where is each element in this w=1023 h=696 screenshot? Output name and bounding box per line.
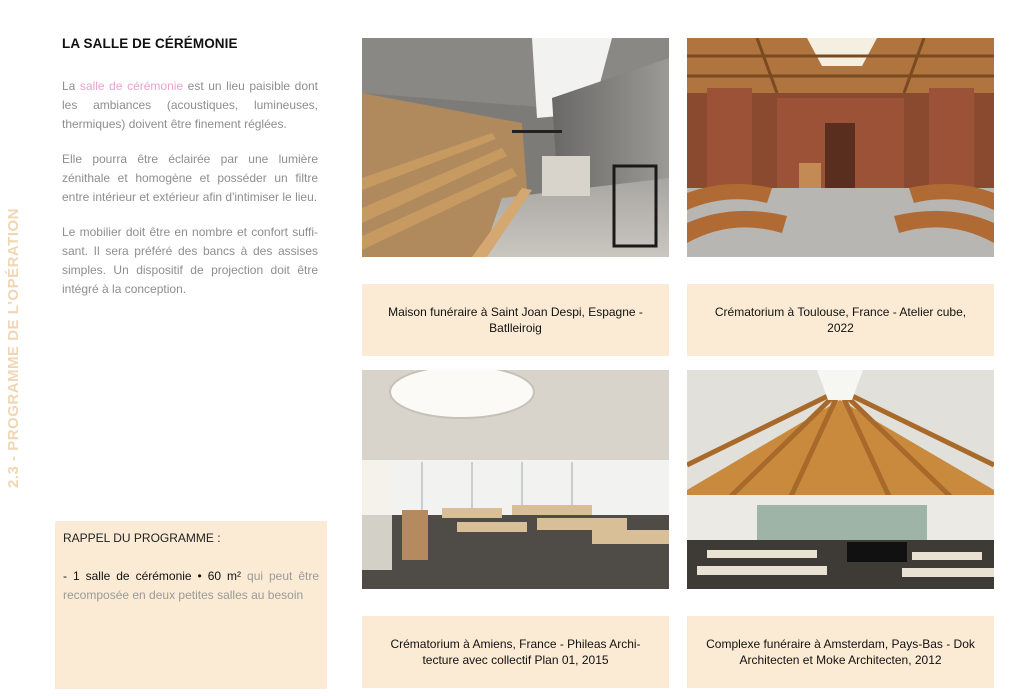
photo-amsterdam: [687, 370, 994, 589]
programme-reminder-text: [63, 567, 319, 605]
programme-item-rest: qui peut être recomposée en deux petites salles au besoin: [63, 569, 319, 602]
intro-p1-highlight: salle de cérémonie: [79, 79, 184, 93]
page-title: LA SALLE DE CÉRÉMONIE: [62, 36, 238, 51]
programme-item-strong: - 1 salle de cérémonie • 60 m²: [63, 569, 242, 583]
intro-paragraph-2: Elle pourra être éclairée par une lumière zénithale et homogène et posséder un filtre entre intérieur et extérieur afin d'intimiser le lieu.: [62, 152, 318, 204]
caption-amsterdam: Complexe funéraire à Amsterdam, Pays-Bas - Dok Architecten et Moke Architecten, 2012: [687, 616, 994, 688]
photo-amsterdam-image: [687, 370, 994, 589]
intro-paragraph-3: Le mobilier doit être en nombre et confort suffi-sant. Il sera préféré des bancs à des assises simples. Un dispositif de projection doit être intégré à la conception.: [62, 225, 318, 296]
programme-reminder-box: [55, 521, 327, 689]
intro-p1-pre: La: [62, 79, 80, 93]
photo-saint-joan-despi: [362, 38, 669, 257]
intro-p1-post: est un lieu paisible dont les ambiances (acoustiques, lumineuses, thermiques) doivent être finement réglées.: [62, 79, 318, 131]
programme-reminder-title: RAPPEL DU PROGRAMME :: [63, 531, 221, 545]
photo-saint-joan-despi-image: [362, 38, 669, 257]
photo-toulouse-image: [687, 38, 994, 257]
caption-amiens: Crématorium à Amiens, France - Phileas Archi-tecture avec collectif Plan 01, 2015: [362, 616, 669, 688]
intro-paragraph-1: [62, 77, 318, 134]
caption-toulouse: Crématorium à Toulouse, France - Atelier cube, 2022: [687, 284, 994, 356]
caption-saint-joan-despi: Maison funéraire à Saint Joan Despi, Espagne - Batlleiroig: [362, 284, 669, 356]
photo-toulouse: [687, 38, 994, 257]
photo-amiens: [362, 370, 669, 589]
intro-text: [62, 77, 318, 315]
photo-amiens-image: [362, 370, 669, 589]
side-section-title-text: 2.3 - PROGRAMME DE L'OPÉRATION: [5, 208, 22, 488]
